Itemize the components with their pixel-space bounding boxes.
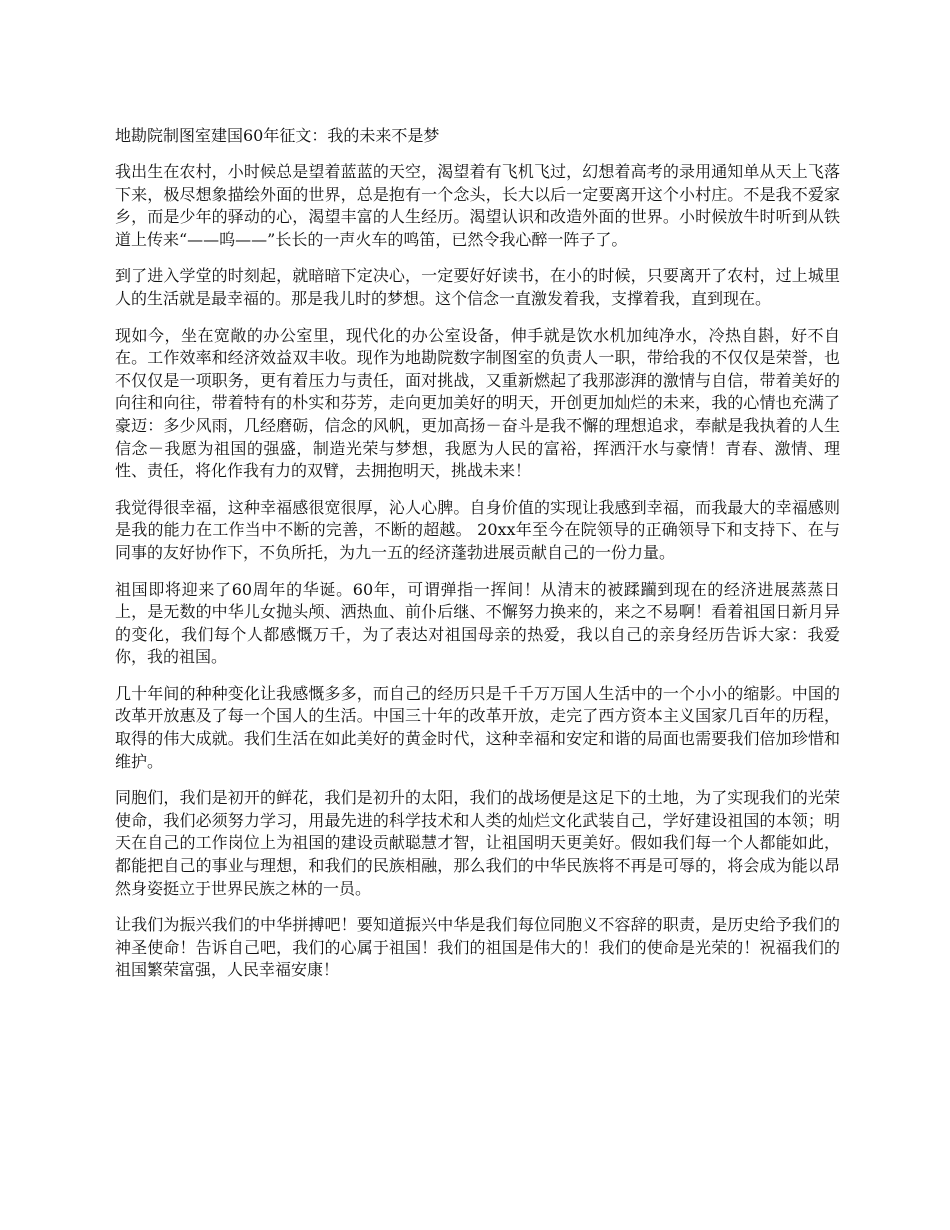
paragraph-5: 祖国即将迎来了60周年的华诞。60年，可谓弹指一挥间！从清末的被蹂躏到现在的经济进展蒸蒸日上，是无数的中华儿女抛头颅、洒热血、前仆后继、不懈努力换来的，来之不易啊！看着祖国日新月异的变化，我们每个人都感慨万千，为了表达对祖国母亲的热爱，我以自己的亲身经历告诉大家：我爱你，我的祖国。 — [115, 579, 840, 667]
paragraph-1: 我出生在农村，小时候总是望着蓝蓝的天空，渴望着有飞机飞过，幻想着高考的录用通知单从天上飞落下来，极尽想象描绘外面的世界，总是抱有一个念头，长大以后一定要离开这个小村庄。不是我不爱家乡，而是少年的驿动的心，渴望丰富的人生经历。渴望认识和改造外面的世界。小时候放牛时听到从铁道上传来“——呜——”长长的一声火车的鸣笛，已然令我心醉一阵子了。 — [115, 162, 840, 249]
paragraph-6: 几十年间的种种变化让我感慨多多，而自己的经历只是千千万万国人生活中的一个小小的缩影。中国的改革开放惠及了每一个国人的生活。中国三十年的改革开放，走完了西方资本主义国家几百年的历程，取得的伟大成就。我们生活在如此美好的黄金时代，这种幸福和安定和谐的局面也需要我们倍加珍惜和维护。 — [115, 683, 840, 771]
paragraph-3: 现如今，坐在宽敞的办公室里，现代化的办公室设备，伸手就是饮水机加纯净水，冷热自斟，好不自在。工作效率和经济效益双丰收。现作为地勘院数字制图室的负责人一职，带给我的不仅仅是荣誉，也不仅仅是一项职务，更有着压力与责任，面对挑战，又重新燃起了我那澎湃的激情与自信，带着美好的向往和向往，带着特有的朴实和芬芳，走向更加美好的明天，开创更加灿烂的未来，我的心情也充满了豪迈：多少风雨，几经磨砺，信念的风帆，更加高扬－奋斗是我不懈的理想追求，奉献是我执着的人生信念－我愿为祖国的强盛，制造光荣与梦想，我愿为人民的富裕，挥洒汗水与豪情！青春、激情、理性、责任，将化作我有力的双臂，去拥抱明天，挑战未来！ — [115, 325, 840, 481]
document-page — [115, 124, 840, 996]
document-title: 地勘院制图室建国60年征文：我的未来不是梦 — [115, 126, 440, 145]
paragraph-7: 同胞们，我们是初开的鲜花，我们是初升的太阳，我们的战场便是这足下的土地，为了实现我们的光荣使命，我们必须努力学习，用最先进的科学技术和人类的灿烂文化武装自己，学好建设祖国的本领；明天在自己的工作岗位上为祖国的建设贡献聪慧才智，让祖国明天更美好。假如我们每一个人都能如此，都能把自己的事业与理想，和我们的民族相融，那么我们的中华民族将不再是可辱的，将会成为能以昂然身姿挺立于世界民族之林的一员。 — [115, 788, 840, 898]
paragraph-4: 我觉得很幸福，这种幸福感很宽很厚，沁人心脾。自身价值的实现让我感到幸福，而我最大的幸福感则是我的能力在工作当中不断的完善，不断的超越。 20xx年至今在院领导的正确领导下和支持下、在与同事的友好协作下，不负所托，为九一五的经济蓬勃进展贡献自己的一份力量。 — [115, 497, 840, 562]
paragraph-2: 到了进入学堂的时刻起，就暗暗下定决心，一定要好好读书，在小的时候，只要离开了农村，过上城里人的生活就是最幸福的。那是我儿时的梦想。这个信念一直激发着我，支撑着我，直到现在。 — [115, 266, 840, 308]
paragraph-8: 让我们为振兴我们的中华拼搏吧！要知道振兴中华是我们每位同胞义不容辞的职责，是历史给予我们的神圣使命！告诉自己吧，我们的心属于祖国！我们的祖国是伟大的！我们的使命是光荣的！祝福我们的祖国繁荣富强，人民幸福安康！ — [115, 915, 840, 980]
